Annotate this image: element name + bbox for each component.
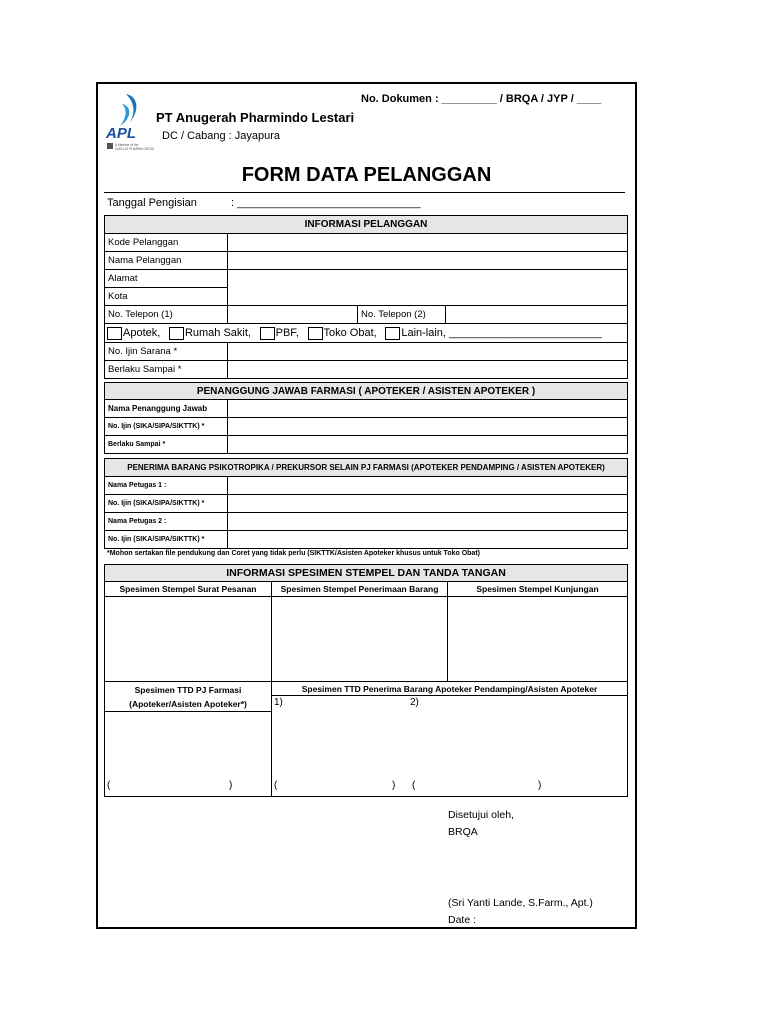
- sign-receiver-num-2: 2): [410, 697, 419, 708]
- berlaku-sampai-field[interactable]: [228, 361, 628, 379]
- type-pbf-label: PBF,: [275, 327, 299, 339]
- kode-pelanggan-label: Kode Pelanggan: [105, 234, 228, 252]
- telepon-1-label: No. Telepon (1): [105, 306, 228, 324]
- kode-pelanggan-field[interactable]: [228, 234, 628, 252]
- stamp-visit-box[interactable]: [448, 597, 628, 682]
- checkbox-apotek[interactable]: [107, 327, 122, 340]
- petugas-1-ijin-field[interactable]: [228, 495, 628, 513]
- approved-by-label: Disetujui oleh,: [448, 809, 514, 821]
- specimen-title: INFORMASI SPESIMEN STEMPEL DAN TANDA TANGAN: [105, 565, 628, 582]
- sign-receiver-1-paren-open: (: [274, 780, 278, 791]
- pj-nama-label: Nama Penanggung Jawab: [105, 400, 228, 418]
- petugas-1-field[interactable]: [228, 477, 628, 495]
- pj-berlaku-field[interactable]: [228, 436, 628, 454]
- checkbox-rumah-sakit[interactable]: [169, 327, 184, 340]
- nama-pelanggan-label: Nama Pelanggan: [105, 252, 228, 270]
- form-header: [98, 84, 635, 194]
- branch-label: DC / Cabang : Jayapura: [162, 130, 281, 142]
- petugas-2-label: Nama Petugas 2 :: [105, 513, 228, 531]
- customer-type-row: [105, 324, 628, 343]
- type-toko-obat-label: Toko Obat,: [323, 327, 377, 339]
- stamp-order-box[interactable]: [105, 597, 272, 682]
- company-logo: [104, 92, 154, 152]
- document-number: No. Dokumen : _________ / BRQA / JYP / ____: [361, 93, 602, 105]
- petugas-1-label: Nama Petugas 1 :: [105, 477, 228, 495]
- sign-pj-subtitle: (Apoteker/Asisten Apoteker*): [129, 698, 247, 709]
- pj-ijin-label: No. Ijin (SIKA/SIPA/SIKTTK) *: [105, 418, 228, 436]
- form-page: [96, 82, 637, 929]
- alamat-field[interactable]: [228, 270, 628, 306]
- logo-text: APL: [106, 125, 136, 142]
- type-rumah-sakit-label: Rumah Sakit,: [184, 327, 251, 339]
- kota-label: Kota: [105, 288, 228, 306]
- svg-text:A Member of the: A Member of the: [115, 143, 139, 147]
- receiver-title: PENERIMA BARANG PSIKOTROPIKA / PREKURSOR SELAIN PJ FARMASI (APOTEKER PENDAMPING / ASISTEN APOTEKER): [105, 459, 628, 477]
- sign-pj-paren-close: ): [229, 780, 233, 791]
- stamp-receipt-header: Spesimen Stempel Penerimaan Barang: [272, 582, 448, 597]
- telepon-2-field[interactable]: [446, 306, 628, 324]
- petugas-2-ijin-field[interactable]: [228, 531, 628, 549]
- svg-text:ZUELLIG PHARMA GROUP: ZUELLIG PHARMA GROUP: [115, 147, 154, 151]
- checkbox-lain-lain[interactable]: [385, 327, 400, 340]
- petugas-2-ijin-label: No. Ijin (SIKA/SIPA/SIKTTK) *: [105, 531, 228, 549]
- pj-berlaku-label: Berlaku Sampai *: [105, 436, 228, 454]
- type-apotek-label: Apotek,: [123, 327, 161, 339]
- sign-receiver-1-paren-close: ): [392, 780, 396, 791]
- telepon-2-label: No. Telepon (2): [358, 306, 446, 324]
- ijin-sarana-field[interactable]: [228, 343, 628, 361]
- customer-info-table: [104, 215, 628, 379]
- sign-pj-box[interactable]: [105, 712, 272, 797]
- sign-receiver-box[interactable]: [272, 696, 628, 797]
- sign-receiver-header: Spesimen TTD Penerima Barang Apoteker Pendamping/Asisten Apoteker: [272, 682, 628, 696]
- ijin-sarana-label: No. Ijin Sarana *: [105, 343, 228, 361]
- checkbox-pbf[interactable]: [260, 327, 275, 340]
- fill-date-field[interactable]: : ______________________________: [231, 197, 421, 209]
- company-name: PT Anugerah Pharmindo Lestari: [156, 110, 355, 125]
- pj-ijin-field[interactable]: [228, 418, 628, 436]
- petugas-2-field[interactable]: [228, 513, 628, 531]
- sign-receiver-2-paren-open: (: [412, 780, 416, 791]
- form-title: FORM DATA PELANGGAN: [241, 164, 492, 186]
- header-divider: [104, 192, 625, 193]
- stamp-order-header: Spesimen Stempel Surat Pesanan: [105, 582, 272, 597]
- receiver-table: [104, 458, 628, 549]
- approval-signer: (Sri Yanti Lande, S.Farm., Apt.): [448, 897, 593, 909]
- berlaku-sampai-label: Berlaku Sampai *: [105, 361, 228, 379]
- specimen-table: [104, 564, 628, 682]
- customer-info-title: INFORMASI PELANGGAN: [105, 216, 628, 234]
- checkbox-toko-obat[interactable]: [308, 327, 323, 340]
- sign-pj-title: Spesimen TTD PJ Farmasi: [134, 684, 242, 695]
- approval-dept: BRQA: [448, 826, 478, 838]
- sign-pj-header: [105, 682, 272, 712]
- telepon-1-field[interactable]: [228, 306, 358, 324]
- pharmacist-title: PENANGGUNG JAWAB FARMASI ( APOTEKER / ASISTEN APOTEKER ): [105, 383, 628, 400]
- sign-receiver-2-paren-close: ): [538, 780, 542, 791]
- supporting-file-note: *Mohon sertakan file pendukung dan Coret yang tidak perlu (SIKTTK/Asisten Apoteker khusus untuk Toko Obat): [107, 550, 480, 557]
- petugas-1-ijin-label: No. Ijin (SIKA/SIPA/SIKTTK) *: [105, 495, 228, 513]
- approval-date-label: Date :: [448, 914, 477, 926]
- stamp-receipt-box[interactable]: [272, 597, 448, 682]
- pj-nama-field[interactable]: [228, 400, 628, 418]
- stamp-visit-header: Spesimen Stempel Kunjungan: [448, 582, 628, 597]
- pharmacist-table: [104, 382, 628, 454]
- nama-pelanggan-field[interactable]: [228, 252, 628, 270]
- type-lain-lain-label: Lain-lain, _________________________: [401, 327, 602, 339]
- signature-table: [104, 681, 628, 797]
- alamat-label: Alamat: [105, 270, 228, 288]
- fill-date-label: Tanggal Pengisian: [107, 197, 197, 209]
- sign-receiver-num-1: 1): [274, 697, 283, 708]
- sign-pj-paren-open: (: [107, 780, 111, 791]
